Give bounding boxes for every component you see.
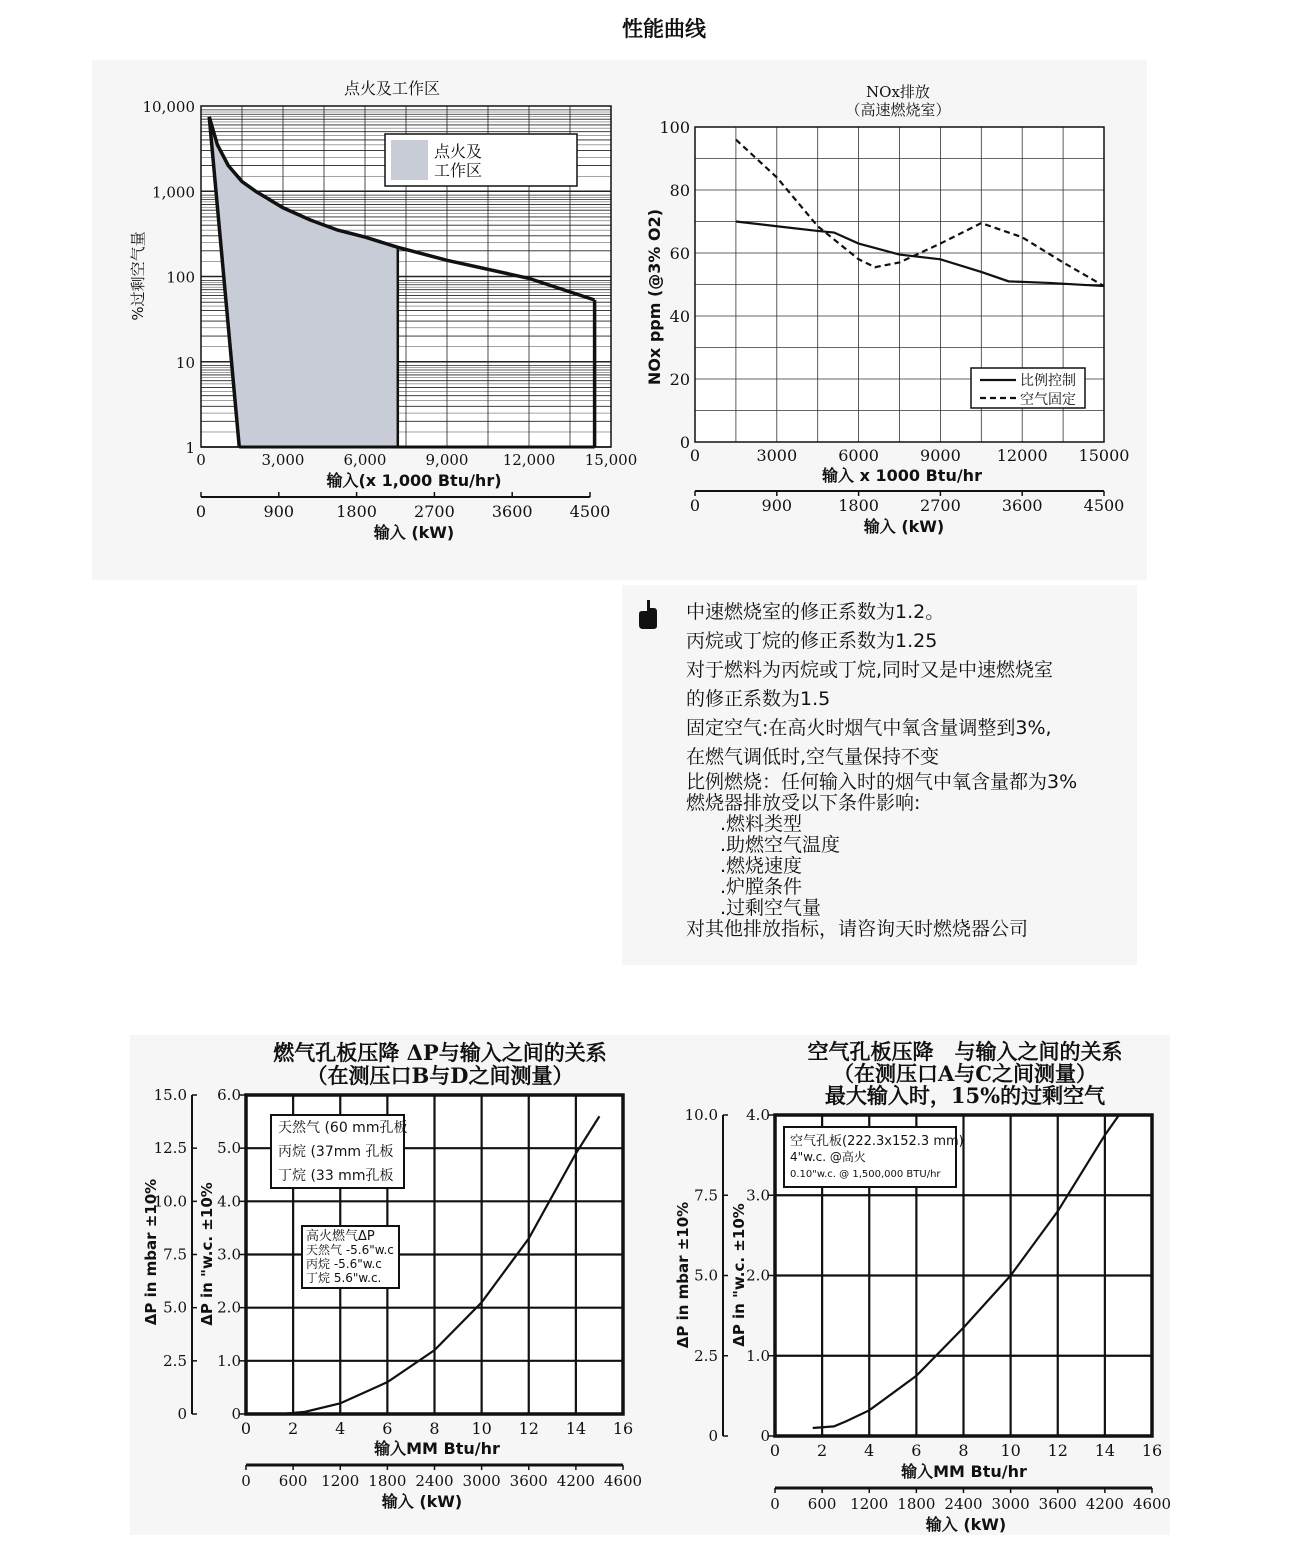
kw-tick-label: 3600 (1001, 496, 1043, 515)
x-tick-label: 15000 (1078, 446, 1130, 465)
x-tick-label: 8 (958, 1441, 969, 1460)
mbar-tick-label: 7.5 (694, 1186, 718, 1205)
mbar-tick-label: 5.0 (163, 1298, 187, 1317)
kw-tick-label: 2700 (920, 496, 961, 515)
x-axis-label: 输入MM Btu/hr (374, 1439, 500, 1458)
kw-tick-label: 4200 (1085, 1495, 1124, 1513)
kw-tick-label: 0 (241, 1472, 251, 1490)
y-axis-label: ΔP in "w.c. ±10% (730, 1203, 748, 1347)
air-orifice-info-text: 0.10"w.c. @ 1,500,000 BTU/hr (790, 1169, 941, 1180)
kw-tick-label: 600 (807, 1495, 837, 1513)
kw-tick-label: 4200 (556, 1472, 595, 1490)
chart-title: 点火及工作区 (343, 79, 441, 98)
legend-swatch (391, 140, 428, 180)
x-tick-label: 9,000 (425, 451, 469, 469)
legend-label: 比例控制 (1020, 373, 1076, 389)
x-tick-label: 0 (196, 451, 206, 469)
chart-title: （在测压口B与D之间测量） (306, 1063, 574, 1088)
x-tick-label: 2 (817, 1441, 828, 1460)
note-line: 燃烧器排放受以下条件影响: (686, 792, 921, 814)
note-bullet: .燃烧速度 (720, 855, 803, 877)
y-tick-label: 0 (679, 433, 690, 452)
y-tick-label: 1 (185, 439, 195, 457)
kw-tick-label: 900 (263, 502, 295, 521)
orifice-info-text: 天然气 (60 mm孔板 (278, 1120, 408, 1136)
x-tick-label: 4 (864, 1441, 875, 1460)
air-orifice-info-text: 空气孔板(222.3x152.3 mm) (790, 1134, 964, 1149)
note-line: 对其他排放指标，请咨询天时燃烧器公司 (686, 918, 1029, 940)
high-fire-info-text: 丁烷 5.6"w.c. (306, 1271, 382, 1285)
chart-title: NOx排放 (866, 83, 930, 101)
x-tick-label: 0 (689, 446, 701, 465)
x-tick-label: 3000 (756, 446, 798, 465)
note-line: 丙烷或丁烷的修正系数为1.25 (686, 630, 938, 652)
mbar-tick-label: 12.5 (153, 1139, 187, 1158)
note-line: 固定空气:在高火时烟气中氧含量调整到3%, (686, 717, 1052, 739)
y-tick-label: 6.0 (217, 1086, 241, 1104)
x-tick-label: 14 (1094, 1441, 1116, 1460)
y-tick-label: 60 (669, 244, 690, 263)
mbar-tick-label: 7.5 (163, 1245, 187, 1264)
y-axis-label: NOx ppm (@3% O2) (645, 208, 664, 386)
kw-tick-label: 900 (761, 496, 793, 515)
x-tick-label: 6,000 (343, 451, 387, 469)
kw-tick-label: 3000 (991, 1495, 1030, 1513)
page-title: 性能曲线 (622, 17, 706, 41)
y-tick-label: 100 (659, 118, 690, 137)
x-tick-label: 12 (518, 1419, 539, 1438)
y-tick-label: 3.0 (217, 1245, 241, 1264)
kw-tick-label: 4500 (1083, 496, 1125, 515)
x-tick-label: 8 (429, 1419, 440, 1438)
x-tick-label: 16 (1141, 1441, 1163, 1460)
high-fire-info-text: 天然气 -5.6"w.c (306, 1243, 394, 1257)
note-line: 在燃气调低时,空气量保持不变 (686, 746, 940, 768)
x-tick-label: 12000 (996, 446, 1048, 465)
x-tick-label: 12 (1047, 1441, 1068, 1460)
legend-label: 点火及 (434, 142, 483, 161)
orifice-info-text: 丁烷 (33 mm孔板 (278, 1168, 394, 1184)
y-tick-label: 2.0 (217, 1298, 241, 1317)
y-tick-label: 10,000 (142, 98, 195, 116)
x-tick-label: 14 (565, 1419, 587, 1438)
x-tick-label: 4 (335, 1419, 346, 1438)
y-tick-label: 1.0 (217, 1351, 241, 1370)
air-orifice-info-text: 4"w.c. @高火 (790, 1150, 866, 1164)
kw-tick-label: 3000 (462, 1472, 501, 1490)
y-tick-label: 100 (166, 268, 195, 287)
kw-tick-label: 600 (278, 1472, 308, 1490)
orifice-info-text: 丙烷 (37mm 孔板 (278, 1144, 394, 1160)
kw-axis-label: 输入 (kW) (925, 1515, 1007, 1534)
note-bullet: .过剩空气量 (720, 897, 822, 919)
mbar-tick-label: 2.5 (163, 1351, 187, 1370)
x-tick-label: 10 (471, 1419, 492, 1438)
x-tick-label: 16 (612, 1419, 634, 1438)
y-axis-label: ΔP in "w.c. ±10% (198, 1182, 216, 1326)
kw-axis-label: 输入 (kW) (863, 517, 945, 536)
kw-tick-label: 1800 (897, 1495, 936, 1513)
kw-tick-label: 1800 (838, 496, 879, 515)
y-axis-label: %过剩空气量 (129, 231, 147, 321)
x-tick-label: 3,000 (261, 451, 305, 469)
mbar-tick-label: 15.0 (153, 1086, 187, 1104)
mbar-tick-label: 10.0 (153, 1192, 187, 1211)
y-tick-label: 1,000 (152, 183, 195, 202)
mbar-tick-label: 5.0 (694, 1266, 718, 1285)
y-tick-label: 3.0 (746, 1186, 770, 1205)
kw-tick-label: 2700 (414, 502, 455, 521)
note-bullet: .燃料类型 (720, 813, 803, 835)
x-tick-label: 12,000 (502, 451, 556, 469)
kw-tick-label: 4500 (569, 502, 611, 521)
mbar-tick-label: 10.0 (684, 1106, 718, 1124)
chart-title: 最大输入时，15%的过剩空气 (824, 1083, 1106, 1108)
x-tick-label: 6 (382, 1419, 393, 1438)
x-tick-label: 6000 (838, 446, 879, 465)
x-tick-label: 2 (288, 1419, 299, 1438)
x-tick-label: 15,000 (584, 451, 638, 469)
x-axis-label: 输入(x 1,000 Btu/hr) (326, 471, 502, 490)
chart-title: （在测压口A与C之间测量） (832, 1061, 1098, 1086)
kw-axis-label: 输入 (kW) (381, 1492, 463, 1511)
kw-tick-label: 3600 (491, 502, 533, 521)
legend-label: 工作区 (434, 161, 483, 180)
mbar-tick-label: 0 (177, 1405, 187, 1423)
x-tick-label: 6 (911, 1441, 922, 1460)
kw-tick-label: 3600 (1038, 1495, 1077, 1513)
kw-tick-label: 3600 (509, 1472, 548, 1490)
x-tick-label: 0 (769, 1441, 781, 1460)
kw-tick-label: 1800 (368, 1472, 407, 1490)
mbar-tick-label: 0 (708, 1427, 718, 1445)
y-tick-label: 20 (669, 370, 690, 389)
x-tick-label: 10 (1000, 1441, 1021, 1460)
y-tick-label: 0 (231, 1405, 241, 1423)
y-tick-label: 5.0 (217, 1139, 241, 1158)
note-line: 比例燃烧：任何输入时的烟气中氧含量都为3% (686, 771, 1078, 793)
notes-text (686, 598, 1077, 940)
high-fire-info-text: 高火燃气ΔP (306, 1229, 375, 1244)
x-axis-label: 输入MM Btu/hr (901, 1462, 1027, 1481)
y-tick-label: 40 (669, 307, 690, 326)
y-tick-label: 1.0 (746, 1346, 770, 1365)
kw-tick-label: 0 (195, 502, 207, 521)
note-line: 对于燃料为丙烷或丁烷,同时又是中速燃烧室 (686, 659, 1054, 681)
mbar-axis-label: ΔP in mbar ±10% (142, 1178, 160, 1326)
kw-tick-label: 4600 (603, 1472, 643, 1490)
kw-tick-label: 2400 (944, 1495, 983, 1513)
note-line: 的修正系数为1.5 (686, 688, 831, 710)
x-tick-label: 0 (240, 1419, 252, 1438)
x-axis-label: 输入 x 1000 Btu/hr (822, 466, 982, 485)
y-tick-label: 4.0 (217, 1192, 241, 1211)
chart-title: 燃气孔板压降 ΔP与输入之间的关系 (273, 1040, 607, 1065)
mbar-axis-label: ΔP in mbar ±10% (674, 1201, 692, 1349)
kw-tick-label: 0 (770, 1495, 780, 1513)
y-tick-label: 10 (175, 353, 195, 372)
y-tick-label: 80 (669, 181, 690, 200)
x-tick-label: 9000 (920, 446, 961, 465)
note-bullet: .助燃空气温度 (720, 834, 841, 856)
kw-tick-label: 2400 (415, 1472, 454, 1490)
chart-title: （高速燃烧室） (845, 101, 951, 119)
kw-axis-label: 输入 (kW) (373, 523, 455, 542)
mbar-tick-label: 2.5 (694, 1346, 718, 1365)
kw-tick-label: 1800 (336, 502, 377, 521)
y-tick-label: 2.0 (746, 1266, 770, 1285)
note-line: 中速燃烧室的修正系数为1.2。 (686, 601, 945, 623)
y-tick-label: 4.0 (746, 1106, 770, 1124)
note-bullet: .炉膛条件 (720, 876, 803, 898)
kw-tick-label: 1200 (321, 1472, 360, 1490)
kw-tick-label: 4600 (1132, 1495, 1172, 1513)
kw-tick-label: 0 (689, 496, 701, 515)
y-tick-label: 0 (760, 1427, 770, 1445)
kw-tick-label: 1200 (850, 1495, 889, 1513)
chart-title: 空气孔板压降 与输入之间的关系 (807, 1039, 1123, 1064)
high-fire-info-text: 丙烷 -5.6"w.c (306, 1257, 382, 1271)
legend-label: 空气固定 (1020, 392, 1076, 408)
